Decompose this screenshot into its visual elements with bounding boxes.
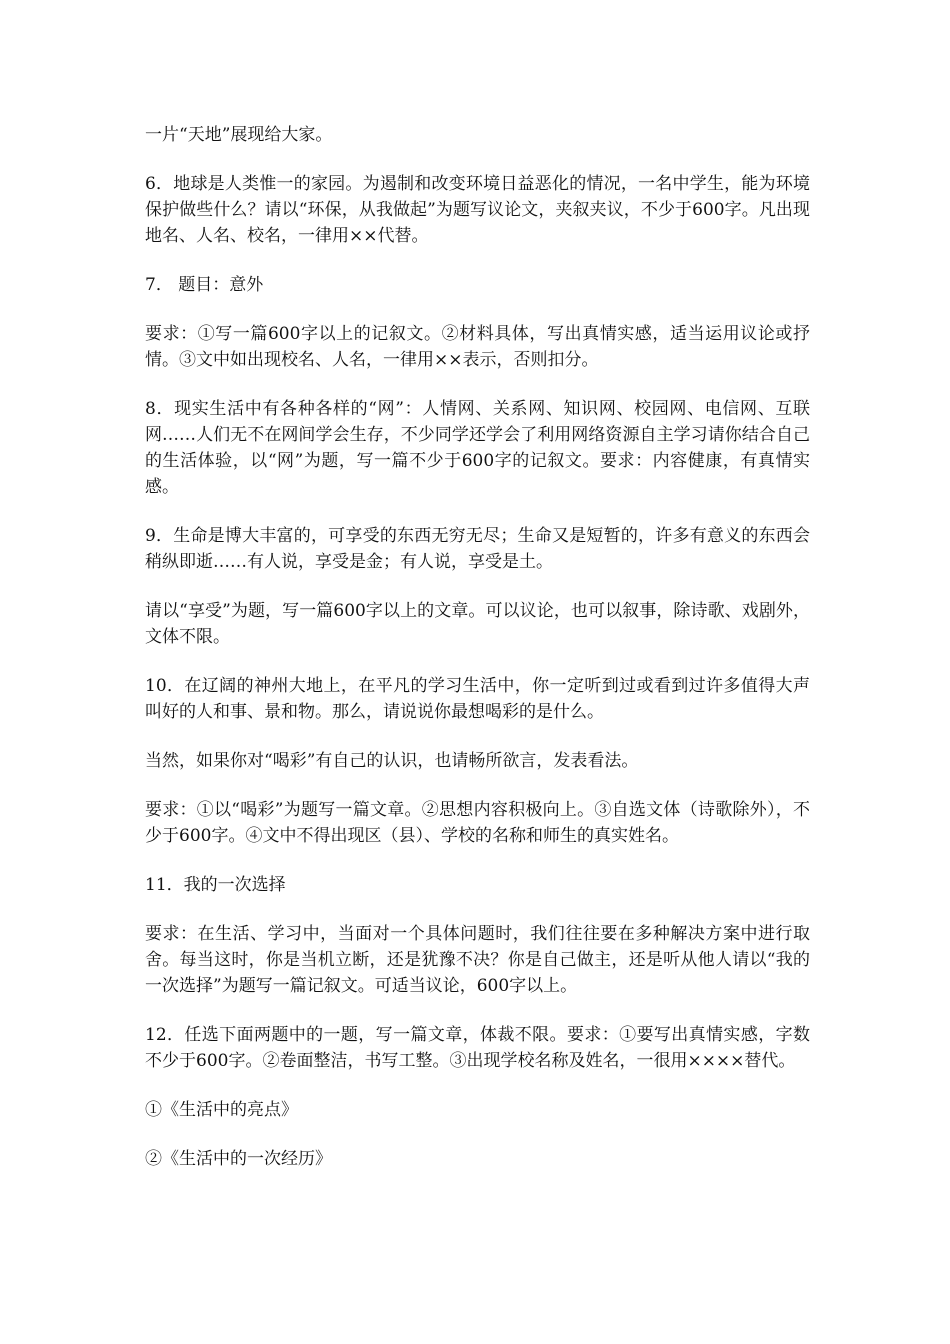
paragraph-item-11-title: 11．我的一次选择 xyxy=(145,875,286,895)
document-body xyxy=(145,122,810,1172)
paragraph-item-12-option-2: ②《生活中的一次经历》 xyxy=(145,1149,332,1169)
paragraph-item-8: 8．现实生活中有各种各样的“网”：人情网、关系网、知识网、校园网、电信网、互联网……人们无不在网间学会生存，不少同学还学会了利用网络资源自主学习请你结合自己的生活体验，以“网”为题，写一篇不少于600字的记叙文。要求：内容健康，有真情实感。 xyxy=(145,399,810,497)
paragraph-item-10-note: 当然，如果你对“喝彩”有自己的认识，也请畅所欲言，发表看法。 xyxy=(145,751,639,771)
paragraph-item-11-requirements: 要求：在生活、学习中，当面对一个具体问题时，我们往往要在多种解决方案中进行取舍。每当这时，你是当机立断，还是犹豫不决？你是自己做主，还是听从他人请以“我的一次选择”为题写一篇记叙文。可适当议论，600字以上。 xyxy=(145,924,810,996)
paragraph-continuation: 一片“天地”展现给大家。 xyxy=(145,125,333,145)
paragraph-item-10: 10．在辽阔的神州大地上，在平凡的学习生活中，你一定听到过或看到过许多值得大声叫好的人和事、景和物。那么，请说说你最想喝彩的是什么。 xyxy=(145,676,810,722)
paragraph-item-12: 12．任选下面两题中的一题，写一篇文章，体裁不限。要求：①要写出真情实感，字数不少于600字。②卷面整洁，书写工整。③出现学校名称及姓名，一很用××××替代。 xyxy=(145,1025,810,1071)
paragraph-item-7-requirements: 要求：①写一篇600字以上的记叙文。②材料具体，写出真情实感，适当运用议论或抒情。③文中如出现校名、人名，一律用××表示，否则扣分。 xyxy=(145,324,810,370)
paragraph-item-9-instructions: 请以“享受”为题，写一篇600字以上的文章。可以议论，也可以叙事，除诗歌、戏剧外，文体不限。 xyxy=(145,601,810,647)
paragraph-item-10-requirements: 要求：①以“喝彩”为题写一篇文章。②思想内容积极向上。③自选文体（诗歌除外），不少于600字。④文中不得出现区（县）、学校的名称和师生的真实姓名。 xyxy=(145,800,810,846)
paragraph-item-9: 9．生命是博大丰富的，可享受的东西无穷无尽；生命又是短暂的，许多有意义的东西会稍纵即逝……有人说，享受是金；有人说，享受是土。 xyxy=(145,526,810,572)
paragraph-item-12-option-1: ①《生活中的亮点》 xyxy=(145,1100,298,1120)
paragraph-item-6: 6．地球是人类惟一的家园。为遏制和改变环境日益恶化的情况，一名中学生，能为环境保护做些什么？请以“环保，从我做起”为题写议论文，夹叙夹议，不少于600字。凡出现地名、人名、校名，一律用××代替。 xyxy=(145,174,810,246)
paragraph-item-7-title: 7． 题目：意外 xyxy=(145,275,264,295)
